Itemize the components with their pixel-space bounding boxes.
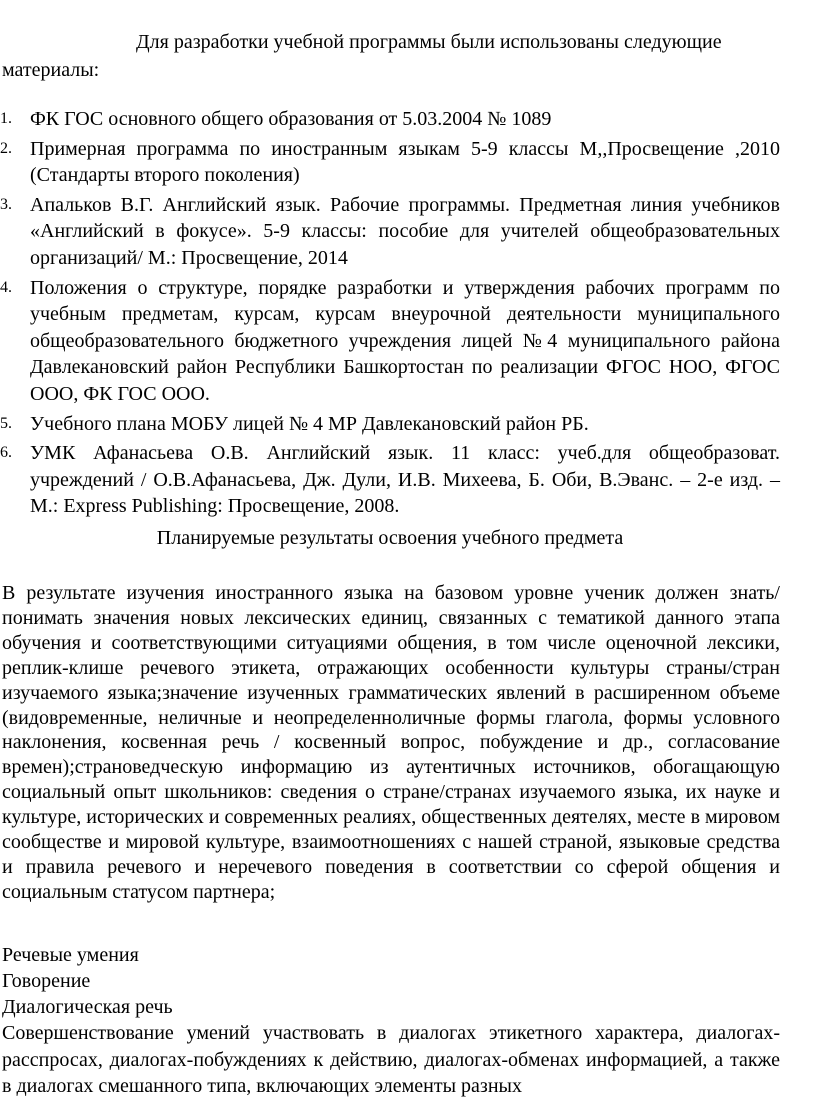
heading-dialogue: Диалогическая речь [2,996,173,1018]
list-item-number: 1. [0,110,12,127]
list-item [0,275,780,408]
list-item [0,411,780,438]
intro-paragraph [2,28,780,84]
dialogue-paragraph: Совершенствование умений участвовать в диалогах этикетного характера, диалогах-расспросах, диалогах-побуждениях к действию, диалогах-обменах информацией, а также в диалогах смешанного типа, включающих элементы разных [2,1022,780,1098]
list-item-number: 3. [0,195,12,213]
list-item-number: 2. [0,139,12,157]
list-item [0,440,780,520]
intro-text: Для разработки учебной программы были использованы следующие материалы: [2,31,722,81]
list-item-text: ФК ГОС основного общего образования от 5.03.2004 № 1089 [30,108,552,130]
list-item-text: Апальков В.Г. Английский язык. Рабочие программы. Предметная линия учебников «Английский в фокусе». 5-9 классы: пособие для учителей общеобразовательных организаций/ М.: Просвещение, 2014 [30,193,780,269]
list-item [0,192,780,272]
heading-speech-skills: Речевые умения [2,944,139,966]
list-item-text: Учебного плана МОБУ лицей № 4 МР Давлекановский район РБ. [30,412,589,435]
heading-speaking: Говорение [2,970,91,992]
list-item-number: 6. [0,444,12,462]
section-title: Планируемые результаты освоения учебного предмета [156,527,624,549]
results-paragraph: В результате изучения иностранного языка на базовом уровне ученик должен знать/понимать значения новых лексических единиц, связанных с тематикой данного этапа обучения и соответствующими ситуациями общения, в том числе оценочной лексики, реплик-клише речевого этикета, отражающих особенности культуры страны/стран изучаемого языка;значение изученных грамматических явлений в расширенном объеме (видовременные, неличные и неопределенноличные формы глагола, формы условного наклонения, косвенная речь / косвенный вопрос, побуждение и др., согласование времен);страноведческую информацию из аутентичных источников, обогащающую социальный опыт школьников: сведения о стране/странах изучаемого языка, их науке и культуре, исторических и современных реалиях, общественных деятелях, месте в мировом сообществе и мировой культуре, взаимоотношениях с нашей страной, языковые средства и правила речевого и неречевого поведения в соответствии со сферой общения и социальным статусом партнера; [2,582,780,903]
list-item-text: Примерная программа по иностранным языкам 5-9 классы М,,Просвещение ,2010 (Стандарты второго поколения) [30,137,780,187]
list-item-number: 5. [0,414,12,432]
list-item-text: УМК Афанасьева О.В. Английский язык. 11 класс: учеб.для общеобразоват. учреждений / О.В.Афанасьева, Дж. Дули, И.В. Михеева, Б. Оби, В.Эванс. – 2-е изд. – М.: Express Publishing: Просвещение, 2008. [30,442,780,518]
list-item-text: Положения о структуре, порядке разработки и утверждения рабочих программ по учебным предметам, курсам, курсам внеурочной деятельности муниципального общеобразовательного бюджетного учреждения лицей №4 муниципального района Давлекановский район Республики Башкортостан по реализации ФГОС НОО, ФГОС ООО, ФК ГОС ООО. [30,276,780,405]
materials-list [0,106,780,520]
list-item [0,106,780,133]
list-item [0,136,780,189]
list-item-number: 4. [0,278,12,296]
